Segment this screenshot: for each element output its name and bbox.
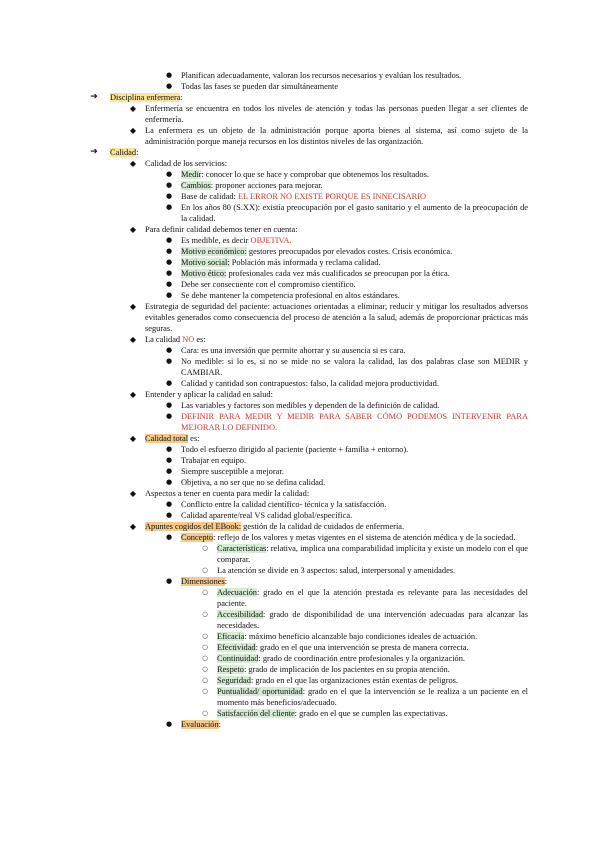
list-item: ● Planifican adecuadamente, valoran los recursos necesarios y evalúan los resultados.	[0, 70, 528, 81]
dot-bullet-icon: ●	[165, 467, 173, 475]
list-item: ● Siempre susceptible a mejorar.	[0, 466, 528, 477]
list-item: ◆ Enfermería se encuentra en todos los niveles de atención y todas las personas pueden llegar a ser clientes de enfermería.	[0, 103, 528, 125]
list-item: ◆ Apuntes cogidos del EBook: gestión de la calidad de cuidados de enfermería.	[0, 521, 528, 532]
arrow-bullet-icon: ➔	[90, 92, 98, 102]
list-item: ● Cara: es una inversión que permite ahorrar y su ausencia si es cara.	[0, 345, 528, 356]
list-item: ○ Continuidad: grado de coordinación entre profesionales y la organización.	[0, 653, 528, 664]
circle-bullet-icon: ○	[202, 544, 208, 552]
circle-bullet-icon: ○	[202, 643, 208, 651]
list-item: ● DEFINIR PARA MEDIR Y MEDIR PARA SABER CÓMO PODEMOS INTERVENIR PARA MEJORAR LO DEFINIDO.	[0, 411, 528, 433]
circle-bullet-icon: ○	[202, 676, 208, 684]
circle-bullet-icon: ○	[202, 687, 208, 695]
dot-bullet-icon: ●	[165, 412, 173, 420]
list-item: ● Dimensiones:	[0, 576, 528, 587]
diamond-bullet-icon: ◆	[129, 225, 137, 234]
list-item: ● Motivo ético: profesionales cada vez más cualificados se preocupan por la ética.	[0, 268, 528, 279]
dot-bullet-icon: ●	[165, 236, 173, 244]
dot-bullet-icon: ●	[165, 181, 173, 189]
list-item: ● Calidad aparente/real VS calidad global/específica.	[0, 510, 528, 521]
dot-bullet-icon: ●	[165, 71, 173, 79]
list-item: ◆ Para definir calidad debemos tener en cuenta:	[0, 224, 528, 235]
heading-disciplina: Disciplina enfermera	[110, 93, 181, 102]
list-item: ○ Seguridad: grado en el que las organizaciones están exentas de peligros.	[0, 675, 528, 686]
list-item: ● Objetiva, a no ser que no se defina calidad.	[0, 477, 528, 488]
list-item: ● Es medible, es decir OBJETIVA.	[0, 235, 528, 246]
list-item: ◆ Aspectos a tener en cuenta para medir la calidad:	[0, 488, 528, 499]
list-item: ○ Satisfacción del cliente: grado en el que se cumplen las expectativas.	[0, 708, 528, 719]
circle-bullet-icon: ○	[202, 588, 208, 596]
list-item: ● Medir: conocer lo que se hace y comprobar que obtenemos los resultados.	[0, 169, 528, 180]
dot-bullet-icon: ●	[165, 357, 173, 365]
list-item: ● Motivo económico: gestores preocupados por elevados costes. Crisis económica.	[0, 246, 528, 257]
list-item: ● Motivo social: Población más informada y reclama calidad.	[0, 257, 528, 268]
list-item: ● Calidad y cantidad son contrapuestos: falso, la calidad mejora productividad.	[0, 378, 528, 389]
list-item: ○ Características: relativa, implica una comparabilidad implícita y existe un modelo con el que comparar.	[0, 543, 528, 565]
diamond-bullet-icon: ◆	[129, 104, 137, 113]
list-item: ● Base de calidad: EL ERROR NO EXISTE PORQUE ES INNECISARIO	[0, 191, 528, 202]
circle-bullet-icon: ○	[202, 632, 208, 640]
dot-bullet-icon: ●	[165, 291, 173, 299]
dot-bullet-icon: ●	[165, 401, 173, 409]
dot-bullet-icon: ●	[165, 82, 173, 90]
list-item: ● Las variables y factores son medibles y dependen de la definición de calidad.	[0, 400, 528, 411]
diamond-bullet-icon: ◆	[129, 335, 137, 344]
dot-bullet-icon: ●	[165, 456, 173, 464]
list-item: ● Concepto: reflejo de los valores y metas vigentes en el sistema de atención médica y de la sociedad.	[0, 532, 528, 543]
dot-bullet-icon: ●	[165, 203, 173, 211]
list-item: ● Evaluación:	[0, 719, 528, 730]
diamond-bullet-icon: ◆	[129, 390, 137, 399]
section-calidad: ➔ Calidad:	[0, 147, 528, 158]
list-item: ○ Puntualidad/ oportunidad: grado en el que la intervención se le realiza a un paciente en el momento más beneficios/adecuado.	[0, 686, 528, 708]
dot-bullet-icon: ●	[165, 445, 173, 453]
dot-bullet-icon: ●	[165, 269, 173, 277]
dot-bullet-icon: ●	[165, 577, 173, 585]
dot-bullet-icon: ●	[165, 720, 173, 728]
diamond-bullet-icon: ◆	[129, 302, 137, 311]
list-item: ● No medible: si lo es, si no se mide no se valora la calidad, las dos palabras clase son MEDIR y CAMBIAR.	[0, 356, 528, 378]
dot-bullet-icon: ●	[165, 511, 173, 519]
circle-bullet-icon: ○	[202, 610, 208, 618]
circle-bullet-icon: ○	[202, 709, 208, 717]
dot-bullet-icon: ●	[165, 533, 173, 541]
list-item: ◆ Calidad total es:	[0, 433, 528, 444]
diamond-bullet-icon: ◆	[129, 159, 137, 168]
diamond-bullet-icon: ◆	[129, 522, 137, 531]
list-item: ○ Respeto: grado de implicación de los pacientes en su propia atención.	[0, 664, 528, 675]
list-item: ● Debe ser consecuente con el compromiso científico.	[0, 279, 528, 290]
dot-bullet-icon: ●	[165, 280, 173, 288]
section-disciplina-enfermera: ➔ Disciplina enfermera:	[0, 92, 528, 103]
dot-bullet-icon: ●	[165, 478, 173, 486]
list-item: ● En los años 80 (S.XX): existía preocupación por el gasto sanitario y el aumento de la preocupación de la calidad.	[0, 202, 528, 224]
dot-bullet-icon: ●	[165, 379, 173, 387]
list-item: ○ Efectividad: grado en el que una intervención se presta de manera correcta.	[0, 642, 528, 653]
list-item: ◆ Estrategia de seguridad del paciente: actuaciones orientadas a eliminar, reducir y mitigar los resultados adversos evitables generados como consecuencia del proceso de atención a la salud, además de proporcionar prácticas más seguras.	[0, 301, 528, 334]
list-item: ◆ La enfermera es un objeto de la administración porque aporta bienes al sistema, así como sujeto de la administración porque maneja recursos en los distintos niveles de las organización.	[0, 125, 528, 147]
arrow-bullet-icon: ➔	[90, 147, 98, 157]
list-item: ● Todo el esfuerzo dirigido al paciente (paciente + familia + entorno).	[0, 444, 528, 455]
heading-calidad: Calidad	[110, 148, 137, 157]
list-item: ● Cambios: proponer acciones para mejorar.	[0, 180, 528, 191]
list-item: ◆ La calidad NO es:	[0, 334, 528, 345]
list-item: ○ La atención se divide en 3 aspectos: salud, interpersonal y amenidades.	[0, 565, 528, 576]
circle-bullet-icon: ○	[202, 566, 208, 574]
diamond-bullet-icon: ◆	[129, 434, 137, 443]
diamond-bullet-icon: ◆	[129, 126, 137, 135]
dot-bullet-icon: ●	[165, 247, 173, 255]
list-item: ◆ Calidad de los servicios:	[0, 158, 528, 169]
circle-bullet-icon: ○	[202, 665, 208, 673]
list-item: ● Trabajar en equipo.	[0, 455, 528, 466]
list-item: ○ Adecuación: grado en el que la atención prestada es relevante para las necesidades del paciente.	[0, 587, 528, 609]
document-page	[0, 70, 600, 730]
list-item: ● Se debe mantener la competencia profesional en altos estándares.	[0, 290, 528, 301]
list-item: ● Todas las fases se pueden dar simultáneamente	[0, 81, 528, 92]
dot-bullet-icon: ●	[165, 192, 173, 200]
list-item: ● Conflicto entre la calidad científico- técnica y la satisfacción.	[0, 499, 528, 510]
dot-bullet-icon: ●	[165, 170, 173, 178]
diamond-bullet-icon: ◆	[129, 489, 137, 498]
list-item: ○ Eficacia: máximo beneficio alcanzable bajo condiciones ideales de actuación.	[0, 631, 528, 642]
circle-bullet-icon: ○	[202, 654, 208, 662]
list-item: ◆ Entender y aplicar la calidad en salud:	[0, 389, 528, 400]
list-item: ○ Accesibilidad: grado de disponibilidad de una intervención adecuadas para alcanzar las necesidades.	[0, 609, 528, 631]
dot-bullet-icon: ●	[165, 258, 173, 266]
dot-bullet-icon: ●	[165, 346, 173, 354]
dot-bullet-icon: ●	[165, 500, 173, 508]
